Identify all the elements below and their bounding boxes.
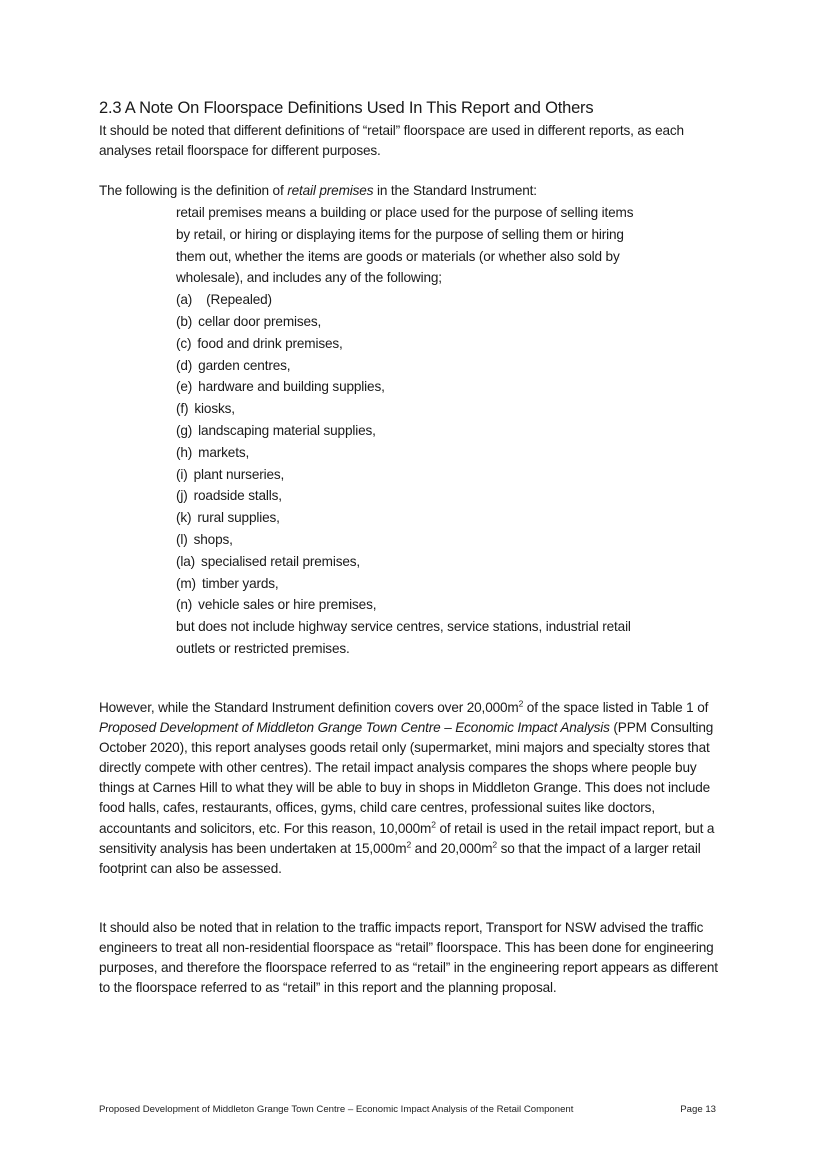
list-item-text: hardware and building supplies, bbox=[198, 379, 385, 395]
analysis-text-4: of retail is used in the retail impact report, but a sensitivity analysis has been undertaken at 15,000m bbox=[99, 820, 715, 856]
list-item-text: kiosks, bbox=[194, 401, 235, 417]
definition-list-item bbox=[176, 289, 646, 311]
superscript-2: 2 bbox=[406, 839, 412, 850]
page-footer bbox=[99, 1104, 716, 1116]
definition-list-item bbox=[176, 333, 646, 355]
list-item-label: (n) bbox=[176, 597, 193, 613]
superscript-2: 2 bbox=[431, 819, 436, 830]
analysis-text-6: so that the impact of a larger retail footprint can also be assessed. bbox=[99, 840, 701, 876]
definition-list-item bbox=[176, 529, 646, 551]
definition-list-item bbox=[176, 376, 646, 398]
definition-lead-after: in the Standard Instrument: bbox=[373, 183, 537, 198]
definition-list-item bbox=[176, 442, 646, 464]
list-item-label: (m) bbox=[176, 575, 196, 591]
definition-exclusion: but does not include highway service centres, service stations, industrial retail outlets or restricted premises. bbox=[176, 619, 631, 656]
footer-page-number: Page 13 bbox=[680, 1104, 716, 1115]
analysis-paragraph bbox=[99, 698, 724, 879]
list-item-label: (a) bbox=[176, 292, 193, 308]
list-item-text: timber yards, bbox=[201, 575, 279, 591]
list-item-label: (l) bbox=[176, 531, 188, 547]
list-item-label: (h) bbox=[176, 444, 193, 460]
list-item-label: (f) bbox=[176, 401, 189, 417]
list-item-label: (i) bbox=[176, 466, 188, 482]
list-item-label: (d) bbox=[176, 357, 193, 373]
list-item-label: (c) bbox=[176, 335, 192, 351]
traffic-note-paragraph: It should also be noted that in relation to the traffic impacts report, Transport for NSW advised the traffic engineers to treat all non-residential floorspace as “retail” floorspace. This has been done for engineering purposes, and therefore the floorspace referred to as “retail” in the engineering report appears as different to the floorspace referred to as “retail” in this report and the planning proposal. bbox=[99, 920, 718, 996]
definition-list-item bbox=[176, 551, 646, 573]
definition-list-item bbox=[176, 398, 646, 420]
definition-list-item bbox=[176, 507, 646, 529]
analysis-text-2: of the space listed in Table 1 of bbox=[523, 700, 709, 715]
list-item-label: (j) bbox=[176, 488, 188, 504]
list-item-label: (b) bbox=[176, 313, 193, 329]
intro-paragraph: It should be noted that different definitions of “retail” floorspace are used in different reports, as each analyses retail floorspace for different purposes. bbox=[99, 123, 684, 159]
section-heading: 2.3 A Note On Floorspace Definitions Used In This Report and Others bbox=[99, 99, 594, 117]
footer-document-title: Proposed Development of Middleton Grange Town Centre – Economic Impact Analysis of the Retail Component bbox=[99, 1104, 574, 1115]
list-item-text: (Repealed) bbox=[206, 292, 272, 308]
definition-list-item bbox=[176, 420, 646, 442]
definition-text: retail premises means a building or place used for the purpose of selling items by retail, or hiring or displaying items for the purpose of selling them or hiring them out, whether the items are goods or materials (or whether also sold by wholesale), and includes any of the following; bbox=[176, 205, 634, 286]
list-item-text: cellar door premises, bbox=[198, 313, 322, 329]
list-item-label: (k) bbox=[176, 510, 192, 526]
retail-premises-definition bbox=[176, 202, 646, 660]
definition-list-item bbox=[176, 573, 646, 595]
superscript-2: 2 bbox=[518, 698, 524, 709]
list-item-text: shops, bbox=[193, 531, 233, 547]
definition-list-item bbox=[176, 485, 646, 507]
definition-list-item bbox=[176, 355, 646, 377]
list-item-label: (g) bbox=[176, 422, 193, 438]
list-item-text: roadside stalls, bbox=[193, 488, 282, 504]
list-item-text: food and drink premises, bbox=[197, 335, 343, 351]
definition-list-item bbox=[176, 464, 646, 486]
list-item-text: rural supplies, bbox=[197, 510, 280, 526]
list-item-text: garden centres, bbox=[198, 357, 291, 373]
referenced-report-title: Proposed Development of Middleton Grange Town Centre – Economic Impact Analysis bbox=[99, 720, 610, 736]
analysis-text-3: (PPM Consulting October 2020), this report analyses goods retail only (supermarket, mini majors and specialty stores that directly compete with other centres). The retail impact analysis compares the shops where people buy things at Carnes Hill to what they will be able to buy in shops in Middleton Grange. This does not include food halls, cafes, restaurants, offices, gyms, child care centres, professional suites like doctors, accountants and solicitors, etc. For this reason, 10,000m bbox=[99, 720, 714, 836]
superscript-2: 2 bbox=[492, 839, 497, 850]
analysis-text-1: However, while the Standard Instrument definition covers over 20,000m bbox=[99, 700, 519, 715]
definition-lead-before: The following is the definition of bbox=[99, 183, 288, 198]
list-item-text: specialised retail premises, bbox=[201, 553, 361, 569]
list-item-text: landscaping material supplies, bbox=[198, 422, 376, 438]
list-item-label: (e) bbox=[176, 379, 193, 395]
definition-list-item bbox=[176, 311, 646, 333]
list-item-text: plant nurseries, bbox=[193, 466, 285, 482]
list-item-text: markets, bbox=[198, 444, 250, 460]
definition-lead-paragraph bbox=[99, 181, 724, 201]
analysis-text-5: and 20,000m bbox=[411, 840, 493, 856]
definition-lead-term: retail premises bbox=[287, 183, 374, 198]
list-item-label: (la) bbox=[176, 553, 196, 569]
definition-list bbox=[176, 289, 646, 616]
definition-list-item bbox=[176, 594, 646, 616]
list-item-text: vehicle sales or hire premises, bbox=[198, 597, 377, 613]
